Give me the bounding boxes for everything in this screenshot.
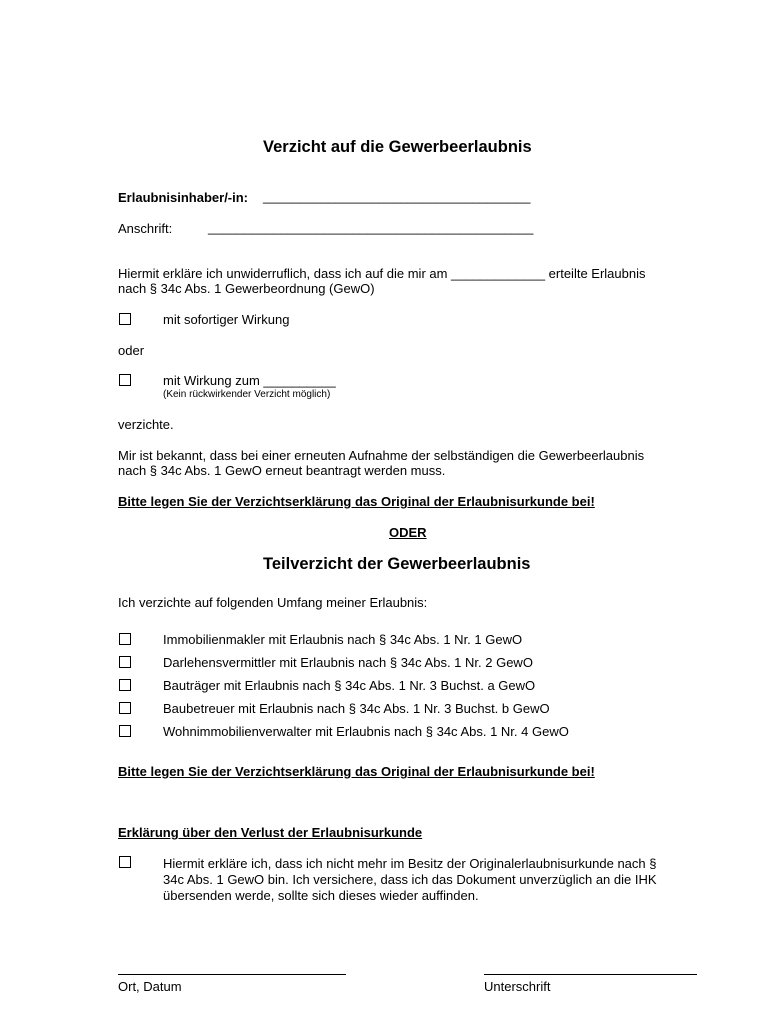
date-effect-checkbox[interactable] [119,374,131,386]
immediate-label: mit sofortiger Wirkung [163,312,290,327]
date-effect-note: (Kein rückwirkender Verzicht möglich) [163,389,331,400]
immediate-checkbox[interactable] [119,313,131,325]
address-label: Anschrift: [118,221,173,236]
partial-title: Teilverzicht der Gewerbeerlaubnis [263,555,531,573]
signature-label: Unterschrift [484,979,551,994]
declaration-line-1: Hiermit erkläre ich unwiderruflich, dass ich auf die mir am _____________ erteilte Erlaubnis [118,266,646,281]
or-label: oder [118,343,145,358]
loss-text-line-1: Hiermit erkläre ich, dass ich nicht mehr im Besitz der Originalerlaubnisurkunde nach § [163,856,657,871]
loss-text-line-2: 34c Abs. 1 GewO bin. Ich versichere, dass ich das Dokument unverzüglich an die IHK [163,872,657,887]
loss-heading: Erklärung über den Verlust der Erlaubnisurkunde [118,825,423,840]
holder-input-line[interactable]: _____________________________________ [263,189,531,204]
place-date-line[interactable] [118,974,346,975]
address-input-line[interactable]: _____________________________________________ [208,220,534,235]
partial-checkbox-4[interactable] [119,702,131,714]
loss-checkbox[interactable] [119,856,131,868]
loss-text-line-3: übersenden werde, sollte sich dieses wieder auffinden. [163,888,479,903]
oder-separator: ODER [389,525,427,540]
declaration-line-2: nach § 34c Abs. 1 Gewerbeordnung (GewO) [118,281,375,296]
attach-note-2: Bitte legen Sie der Verzichtserklärung das Original der Erlaubnisurkunde bei! [118,764,595,779]
partial-item-4: Baubetreuer mit Erlaubnis nach § 34c Abs. 1 Nr. 3 Buchst. b GewO [163,701,550,716]
verzichte-text: verzichte. [118,417,174,432]
partial-intro: Ich verzichte auf folgenden Umfang meiner Erlaubnis: [118,595,428,610]
attach-note-1: Bitte legen Sie der Verzichtserklärung das Original der Erlaubnisurkunde bei! [118,494,595,509]
partial-item-5: Wohnimmobilienverwalter mit Erlaubnis nach § 34c Abs. 1 Nr. 4 GewO [163,724,569,739]
place-date-label: Ort, Datum [118,979,182,994]
signature-line[interactable] [484,974,697,975]
page-title: Verzicht auf die Gewerbeerlaubnis [263,138,532,156]
partial-checkbox-2[interactable] [119,656,131,668]
partial-checkbox-5[interactable] [119,725,131,737]
date-effect-label: mit Wirkung zum __________ [163,373,336,388]
partial-checkbox-1[interactable] [119,633,131,645]
partial-item-2: Darlehensvermittler mit Erlaubnis nach § 34c Abs. 1 Nr. 2 GewO [163,655,533,670]
partial-item-1: Immobilienmakler mit Erlaubnis nach § 34c Abs. 1 Nr. 1 GewO [163,632,523,647]
partial-item-3: Bauträger mit Erlaubnis nach § 34c Abs. 1 Nr. 3 Buchst. a GewO [163,678,536,693]
partial-checkbox-3[interactable] [119,679,131,691]
holder-label: Erlaubnisinhaber/-in: [118,190,249,205]
notice-line-2: nach § 34c Abs. 1 GewO erneut beantragt werden muss. [118,463,446,478]
notice-line-1: Mir ist bekannt, dass bei einer erneuten Aufnahme der selbständigen die Gewerbeerlaubnis [118,448,645,463]
